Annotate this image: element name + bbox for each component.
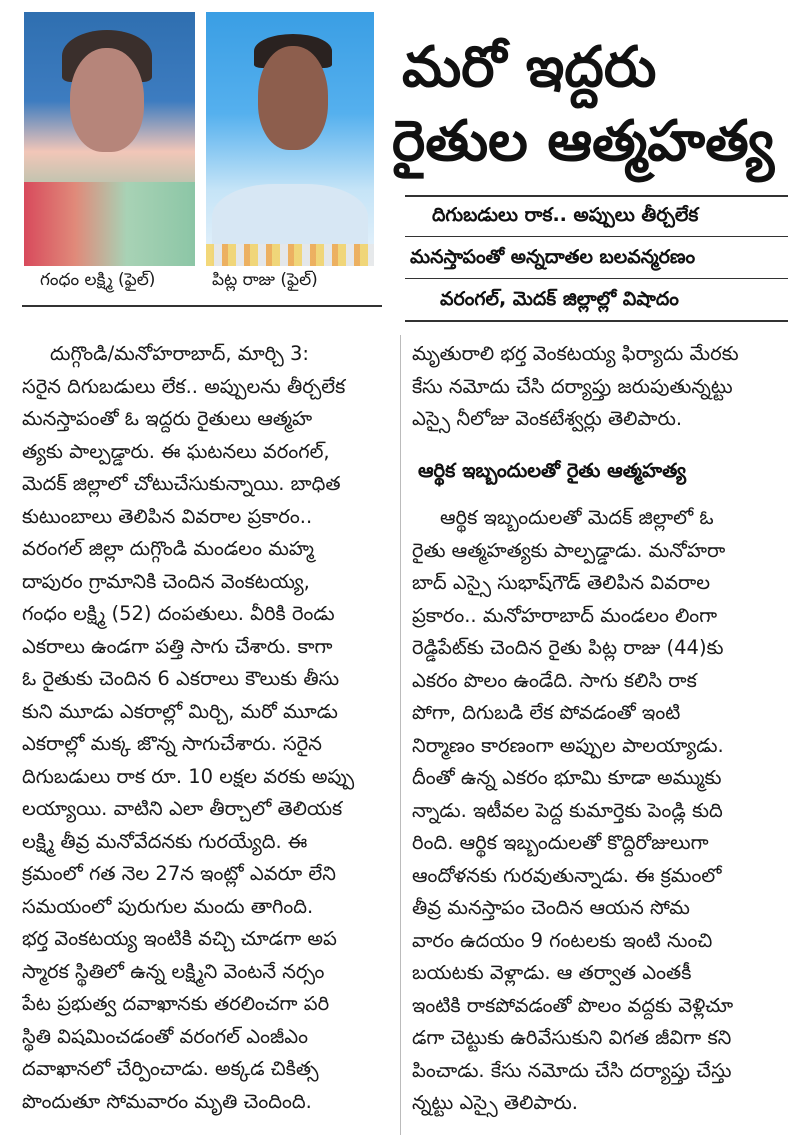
body-line: సమయంలో పురుగుల మందు తాగింది. [22,894,314,918]
article-body-right-top [412,338,784,436]
body-line: దవాఖానలో చేర్పించాడు. అక్కడ చికిత్స [22,1057,319,1080]
face-shape [258,46,328,150]
headline-line-1: మరో ఇద్దరు [402,35,657,100]
photo-caption-lakshmi: గంధం లక్ష్మి (ఫైల్) [40,270,156,290]
body-line: దుగ్గొండి/మనోహరాబాద్, మార్చి 3: [50,342,309,365]
body-line: గంధం లక్ష్మి (52) దంపతులు. వీరికి రెండు [22,602,335,625]
saree-shape [24,182,195,266]
photo-caption-raju: పిట్ల రాజు (ఫైల్) [212,270,318,290]
body-line: పించాడు. కేసు నమోదు చేసి దర్యాప్తు చేస్తు [412,1058,732,1082]
body-line: భర్త వెంకటయ్య ఇంటికి వచ్చి చూడగా అప [22,927,337,950]
body-line: ఎకరం పొలం ఉండేది. సాగు కలిసి రాక [412,668,697,692]
article-body-left [22,338,392,1118]
body-line: న్నాడు. ఇటీవల పెద్ద కుమార్తెకు పెండ్లి కుది [412,798,723,822]
caption-divider [22,305,382,307]
body-line: లయ్యాయి. వాటిని ఎలా తీర్చాలో తెలియక [22,797,343,820]
photo-pitla-raju [206,12,374,266]
body-line: పొందుతూ సోమవారం మృతి చెందింది. [22,1089,312,1113]
garland-shape [206,244,374,266]
body-line: ఇంటికి రాకపోవడంతో పొలం వద్దకు వెళ్లిచూ [412,993,734,1017]
body-line: మనస్తాపంతో ఓ ఇద్దరు రైతులు ఆత్మహ [22,407,313,430]
body-line: సరైన దిగుబడులు లేక.. అప్పులను తీర్చలేక [22,374,346,398]
photo-gandham-lakshmi [24,12,195,266]
deck-line-2: మనస్తాపంతో అన్నదాతల బలవన్మరణం [410,246,696,268]
subheading: ఆర్థిక ఇబ్బందులతో రైతు ఆత్మహత్య [418,459,687,482]
deck-line-1: దిగుబడులు రాక.. అప్పులు తీర్చలేక [432,204,699,226]
body-line: ఎస్సై నీలోజు వెంకటేశ్వర్లు తెలిపారు. [412,407,683,430]
deck-rule-1 [405,236,788,237]
body-line: డగా చెట్టుకు ఉరివేసుకుని విగత జీవిగా కని [412,1026,732,1049]
body-line: దాపురం గ్రామానికి చెందిన వెంకటయ్య, [22,569,310,593]
body-line: మెదక్ జిల్లాలో చోటుచేసుకున్నాయి. బాధిత [22,472,341,495]
body-line: లక్ష్మి తీవ్ర మనోవేదనకు గురయ్యేది. ఈ [22,829,308,853]
body-line: ఆర్థిక ఇబ్బందులతో మెదక్ జిల్లాలో ఓ [440,506,714,529]
body-line: కేసు నమోదు చేసి దర్యాప్తు జరుపుతున్నట్టు [412,374,733,398]
body-line: రింది. ఆర్థిక ఇబ్బందులతో కొద్దిరోజులుగా [412,831,709,854]
body-line: దిగుబడులు రాక రూ. 10 లక్షల వరకు అప్పు [22,764,355,788]
body-line: ఎకరాలు ఉండగా పత్తి సాగు చేశారు. కాగా [22,634,333,658]
body-line: కుని మూడు ఎకరాల్లో మిర్చి, మరో మూడు [22,699,338,723]
deck-rule-bottom [405,320,788,322]
body-line: త్యకు పాల్పడ్డారు. ఈ ఘటనలు వరంగల్, [22,439,330,463]
body-line: రెడ్డిపేట్‌కు చెందిన రైతు పిట్ల రాజు (44)కు [412,636,724,659]
body-line: దీంతో ఉన్న ఎకరం భూమి కూడా అమ్ముకు [412,766,722,789]
body-line: పేట ప్రభుత్వ దవాఖానకు తరలించగా పరి [22,992,330,1015]
body-line: రైతు ఆత్మహత్యకు పాల్పడ్డాడు. మనోహరా [412,538,726,562]
body-line: ఓ రైతుకు చెందిన 6 ఎకరాలు కౌలుకు తీసు [22,667,340,690]
body-line: బాద్ ఎస్సై సుభాష్‌గౌడ్ తెలిపిన వివరాల [412,571,711,594]
deck-rule-top [405,195,788,197]
body-line: మృతురాలి భర్త వెంకటయ్య ఫిర్యాదు మేరకు [412,342,739,365]
column-divider [400,335,401,1135]
body-line: క్రమంలో గత నెల 27న ఇంట్లో ఎవరూ లేని [22,862,336,885]
article-body-right-bottom [412,502,784,1120]
body-line: ఆందోళనకు గురవుతున్నాడు. ఈ క్రమంలో [412,863,722,887]
headline-line-2: రైతుల ఆత్మహత్య [392,109,775,174]
body-line: ఎకరాల్లో మక్క జొన్న సాగుచేశారు. సరైన [22,732,322,755]
body-line: స్మారక స్థితిలో ఉన్న లక్ష్మిని వెంటనే నర్సం [22,959,325,983]
deck-rule-2 [405,278,788,279]
body-line: పోగా, దిగుబడి లేక పోవడంతో ఇంటి [412,701,681,724]
body-line: బయటకు వెళ్లాడు. ఆ తర్వాత ఎంతకీ [412,961,692,984]
body-line: ప్రకారం.. మనోహరాబాద్ మండలం లింగా [412,603,718,627]
body-line: వారం ఉదయం 9 గంటలకు ఇంటి నుంచి [412,928,713,952]
body-line: కుటుంబాలు తెలిపిన వివరాల ప్రకారం.. [22,504,313,528]
body-line: న్నట్టు ఎస్సై తెలిపారు. [412,1091,578,1114]
body-line: స్థితి విషమించడంతో వరంగల్ ఎంజీఎం [22,1024,308,1048]
face-shape [70,48,144,152]
deck-line-3: వరంగల్, మెదక్ జిల్లాల్లో విషాదం [440,288,679,310]
body-line: తీవ్ర మనస్తాపం చెందిన ఆయన సోమ [412,896,690,919]
body-line: నిర్మాణం కారణంగా అప్పుల పాలయ్యాడు. [412,733,724,757]
body-line: వరంగల్ జిల్లా దుగ్గొండి మండలం మహ్మ [22,537,314,560]
